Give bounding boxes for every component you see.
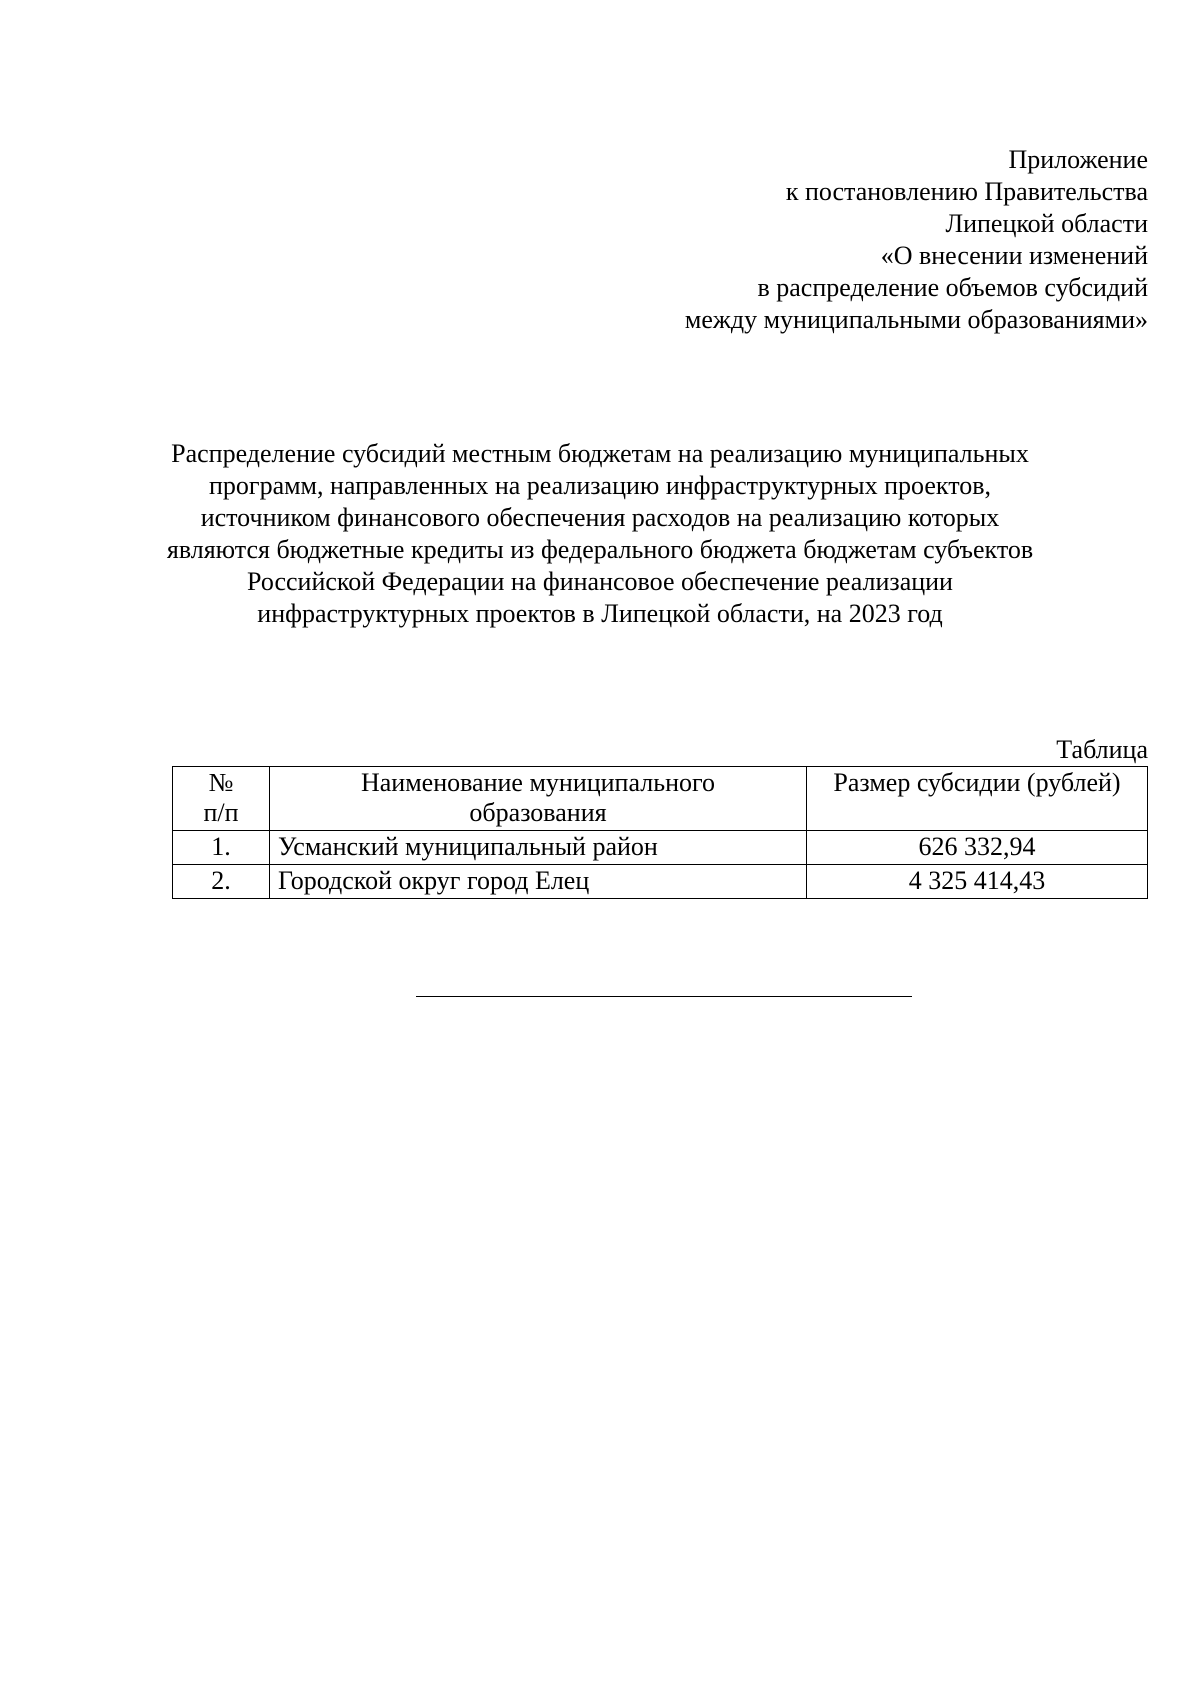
appendix-header xyxy=(685,144,1148,336)
title-line: Российской Федерации на финансовое обеспечение реализации xyxy=(247,567,953,596)
table-caption: Таблица xyxy=(1056,735,1148,764)
title-line: источником финансового обеспечения расходов на реализацию которых xyxy=(200,503,1000,532)
appendix-line: Липецкой области xyxy=(945,209,1148,238)
title-line: являются бюджетные кредиты из федерального бюджета бюджетам субъектов xyxy=(166,535,1034,564)
row-name: Усманский муниципальный район xyxy=(270,831,807,865)
row-amount: 4 325 414,43 xyxy=(807,865,1148,899)
appendix-line: «О внесении изменений xyxy=(880,241,1148,270)
appendix-line: Приложение xyxy=(1008,145,1148,174)
subsidies-table xyxy=(172,766,1148,899)
header-amount-label: Размер субсидии (рублей) xyxy=(833,768,1121,797)
row-amount: 626 332,94 xyxy=(807,831,1148,865)
title-line: программ, направленных на реализацию инфраструктурных проектов, xyxy=(208,471,991,500)
appendix-line: к постановлению Правительства xyxy=(785,177,1148,206)
closing-rule xyxy=(416,996,912,997)
header-number-line1: № xyxy=(208,768,234,797)
table-header-row xyxy=(173,767,1148,831)
title-line: Распределение субсидий местным бюджетам на реализацию муниципальных xyxy=(171,439,1029,468)
header-name-line1: Наименование муниципального xyxy=(360,768,716,797)
title-line: инфраструктурных проектов в Липецкой области, на 2023 год xyxy=(257,599,943,628)
row-name: Городской округ город Елец xyxy=(270,865,807,899)
header-number-line2: п/п xyxy=(203,798,239,827)
header-amount xyxy=(807,767,1148,831)
appendix-line: в распределение объемов субсидий xyxy=(757,273,1148,302)
row-number: 2. xyxy=(173,865,270,899)
table-row xyxy=(173,865,1148,899)
table-row xyxy=(173,831,1148,865)
header-number xyxy=(173,767,270,831)
row-number: 1. xyxy=(173,831,270,865)
header-name xyxy=(270,767,807,831)
document-title xyxy=(150,438,1050,630)
header-name-line2: образования xyxy=(469,798,607,827)
appendix-line: между муниципальными образованиями» xyxy=(684,305,1148,334)
